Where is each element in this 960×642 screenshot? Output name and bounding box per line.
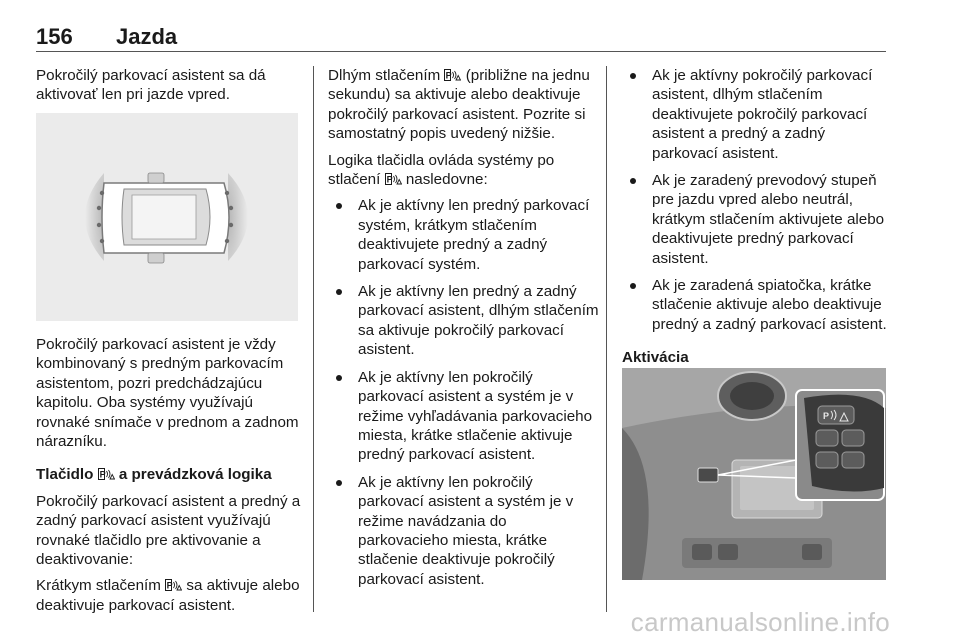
dashboard-button-figure	[622, 368, 886, 580]
long-press-paragraph: Dlhým stlačením (približne na jednu sekundu) sa aktivuje alebo deaktivuje pokročilý parkovací asistent. Pozrite si samostatný popis uvedený nižšie.	[328, 67, 590, 143]
chapter-title: Jazda	[116, 24, 178, 49]
dashboard-illustration	[622, 368, 886, 580]
button-paragraph: Pokročilý parkovací asistent a predný a zadný parkovací asistent využívajú rovnaké tlačidlo pre aktivovanie a deaktivovanie:	[36, 492, 301, 569]
page-number: 156	[36, 24, 73, 49]
parking-sensor-icon	[444, 69, 461, 81]
watermark: carmanualsonline.info	[630, 607, 890, 637]
intro-paragraph: Pokročilý parkovací asistent sa dá aktivovať len pri jazde vpred.	[36, 67, 266, 104]
list-item: Ak je aktívny len pokročilý parkovací asistent a systém je v režime vyhľadávania parkovacieho miesta, krátke stlačenie aktivuje predný parkovací asistent.	[328, 368, 600, 465]
column-1-lower	[36, 335, 304, 622]
activation-heading: Aktivácia	[622, 349, 689, 367]
column-3	[622, 66, 890, 375]
column-2	[328, 66, 600, 597]
column-1	[36, 66, 304, 112]
page-header	[36, 20, 886, 52]
parking-sensors-figure	[36, 113, 298, 321]
parking-sensor-icon	[165, 579, 182, 591]
list-item: Ak je aktívny len predný a zadný parkovací asistent, dlhým stlačením sa aktivuje pokročilý parkovací asistent.	[328, 282, 600, 360]
button-logic-subheading: Tlačidlo a prevádzková logika	[36, 466, 272, 484]
svg-text:P: P	[823, 411, 830, 421]
parking-sensor-icon	[385, 173, 402, 185]
logic-bullet-list	[328, 196, 600, 589]
list-item: Ak je zaradená spiatočka, krátke stlačenie aktivuje alebo deaktivuje predný a zadný parkovací asistent.	[622, 276, 890, 334]
header-rule	[36, 51, 886, 52]
car-top-view-illustration	[36, 113, 298, 321]
list-item: Ak je aktívny pokročilý parkovací asistent, dlhým stlačením deaktivujete pokročilý parkovací asistent a predný a zadný parkovací asistent.	[622, 66, 890, 163]
list-item: Ak je aktívny len predný parkovací systém, krátkym stlačením deaktivujete predný a zadný parkovací systém.	[328, 196, 600, 274]
list-item: Ak je aktívny len pokročilý parkovací asistent a systém je v režime navádzania do parkovacieho miesta, krátke stlačenie deaktivuje pokročilý parkovací asistent.	[328, 473, 600, 589]
logic-paragraph: Logika tlačidla ovláda systémy po stlačení nasledovne:	[328, 151, 555, 189]
column-divider-1	[313, 66, 314, 612]
parking-sensor-icon	[98, 468, 115, 480]
list-item: Ak je zaradený prevodový stupeň pre jazdu vpred alebo neutrál, krátkym stlačením aktivujete alebo deaktivujete predný parkovací asistent.	[622, 171, 890, 268]
compat-paragraph: Pokročilý parkovací asistent je vždy kombinovaný s predným parkovacím asistentom, pozri predchádzajúcu kapitolu. Oba systémy využívajú rovnaké snímače v prednom a zadnom nárazníku.	[36, 336, 299, 451]
column-divider-2	[606, 66, 607, 612]
short-press-paragraph: Krátkym stlačením sa aktivuje alebo deaktivuje parkovací asistent.	[36, 577, 300, 614]
logic-bullet-list-cont	[622, 66, 890, 334]
